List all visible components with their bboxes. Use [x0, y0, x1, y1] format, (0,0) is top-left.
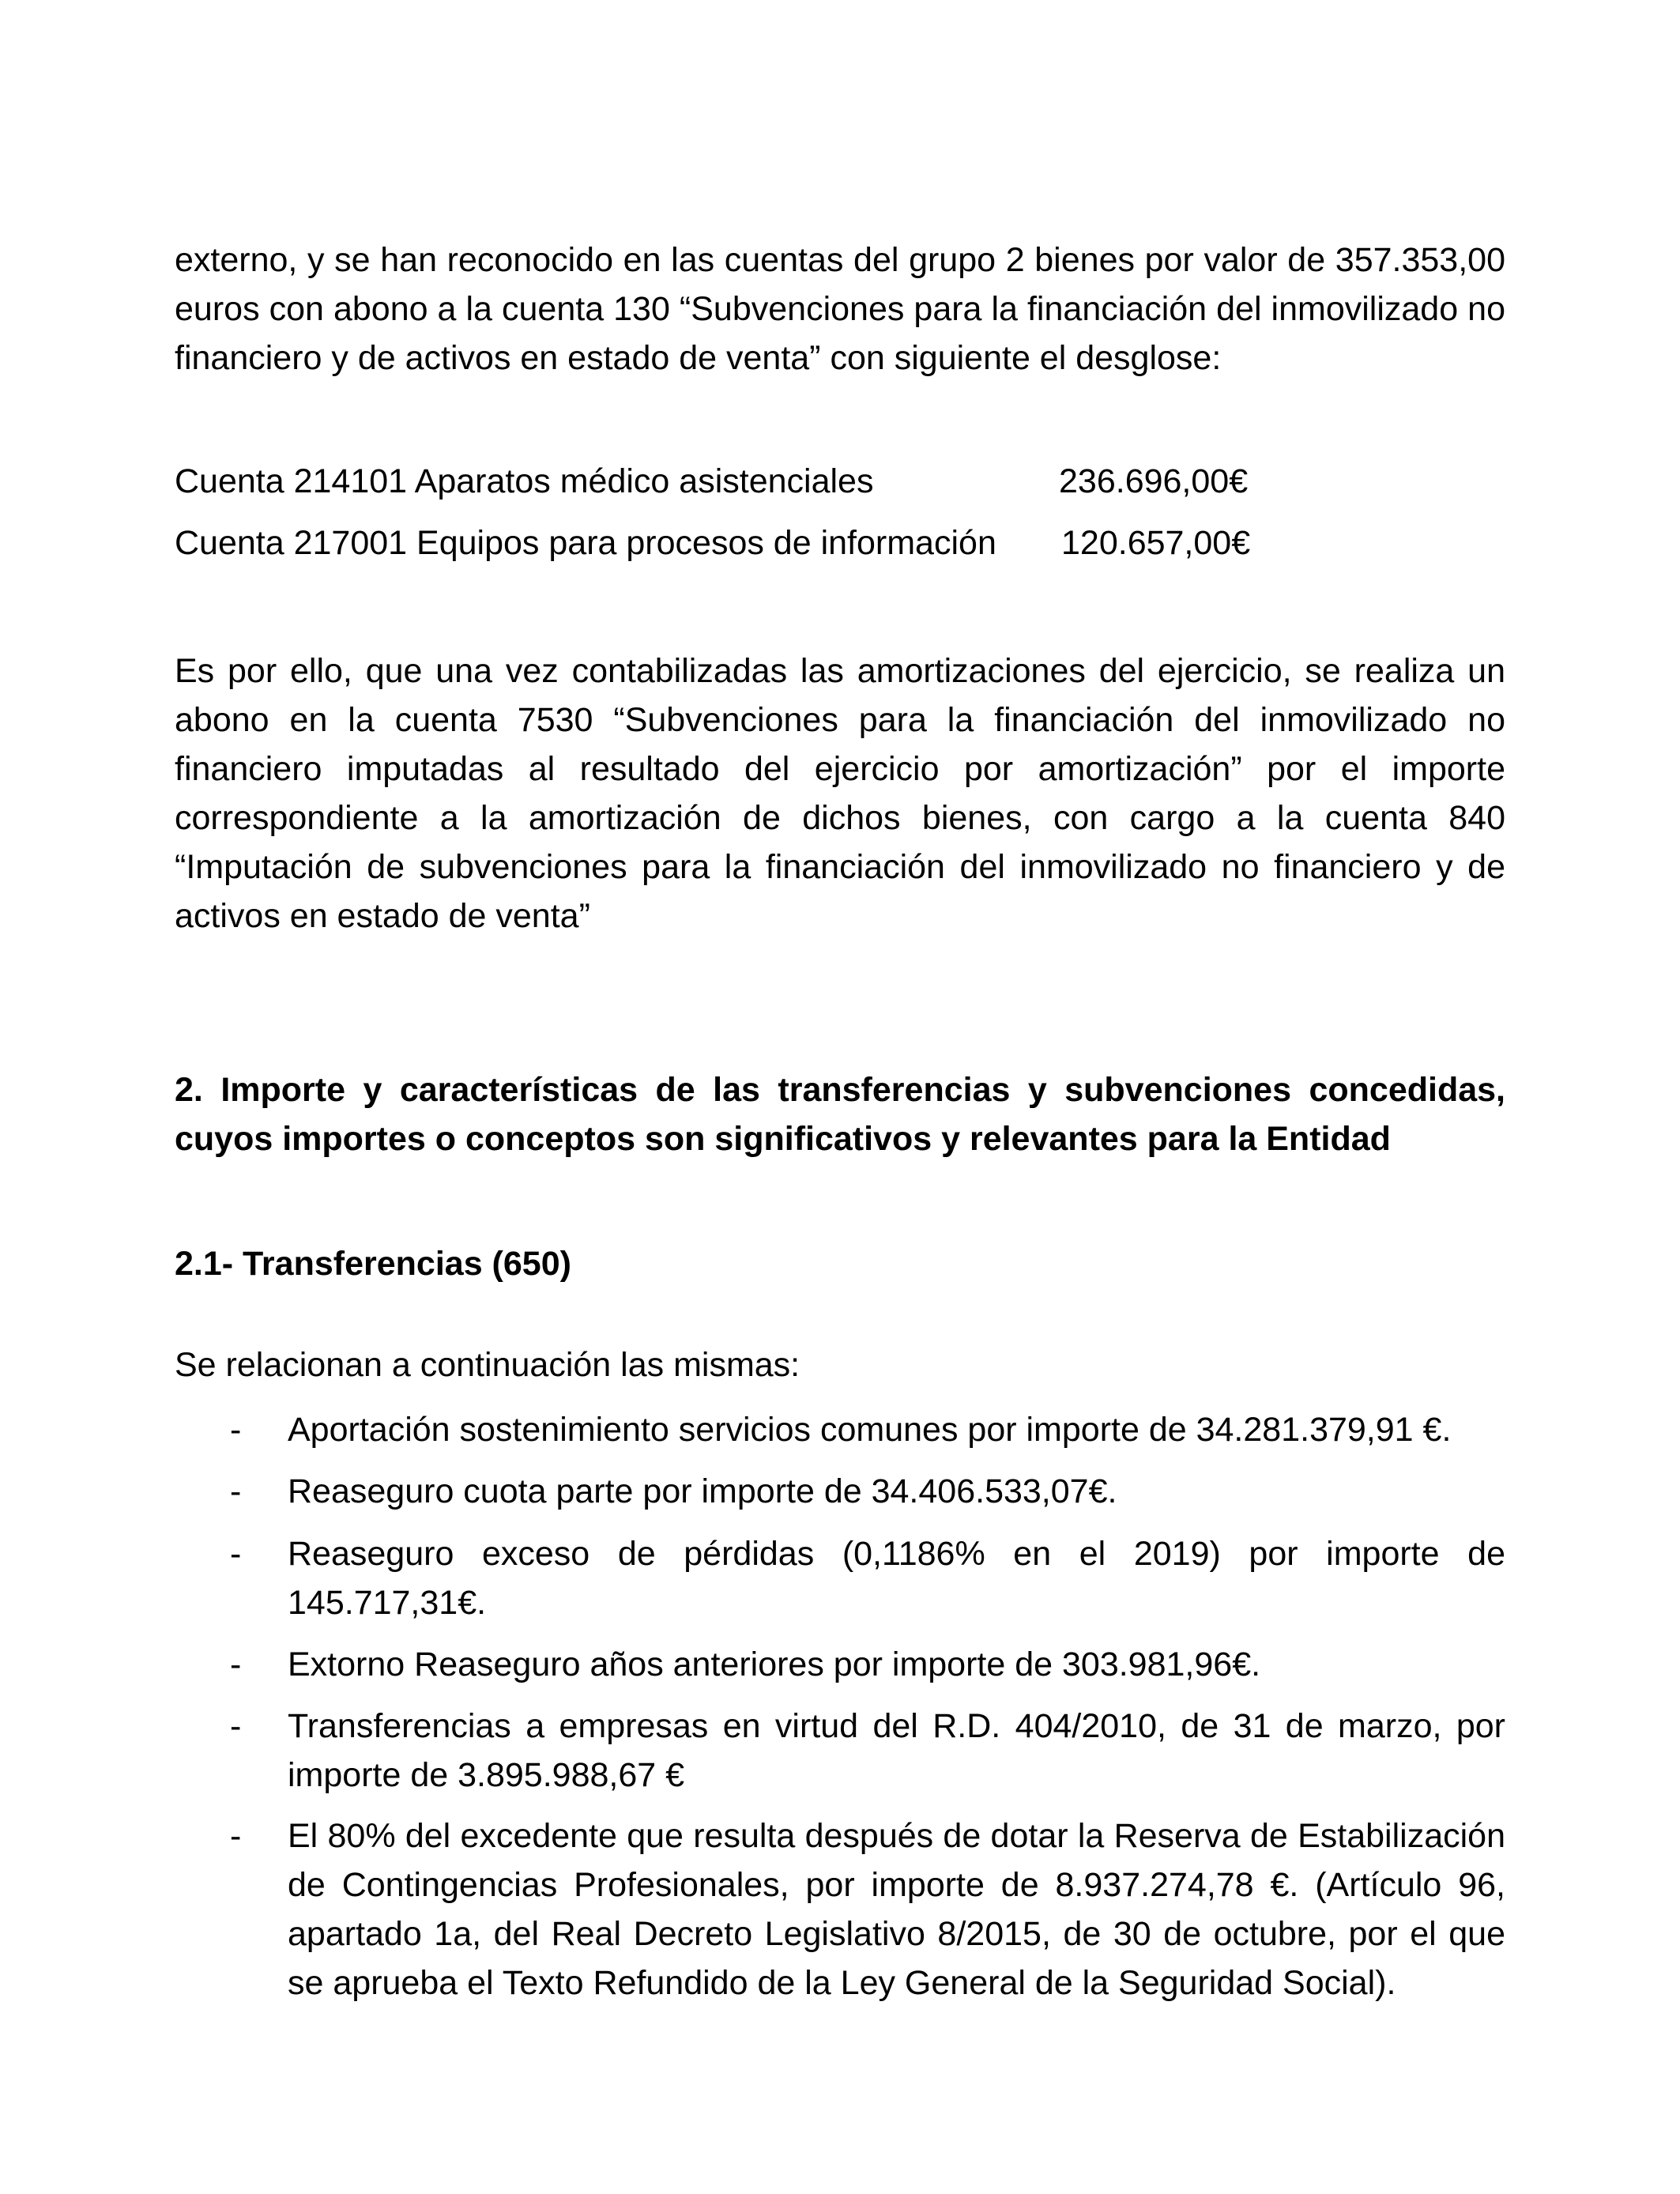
subsection-heading: 2.1- Transferencias (650) — [175, 1245, 571, 1283]
list-item-text: El 80% del excedente que resulta después de dotar la Reserva de Estabilización de Contingencias Profesionales, por importe de 8.937.274,78 €. (Artículo 96, apartado 1a, del Real Decreto Legislativo 8/2015, de 30 de octubre, por el que se aprueba el Texto Refundido de la Ley General de la Seguridad Social). — [288, 1817, 1505, 2002]
list-item-text: Reaseguro exceso de pérdidas (0,1186% en el 2019) por importe de 145.717,31€. — [288, 1535, 1505, 1622]
account-label: Cuenta 217001 Equipos para procesos de información — [175, 524, 996, 562]
amortization-paragraph: Es por ello, que una vez contabilizadas las amortizaciones del ejercicio, se realiza un abono en la cuenta 7530 “Subvenciones para la financiación del inmovilizado no financiero imputadas al resultado del ejercicio por amortización” por el importe correspondiente a la amortización de dichos bienes, con cargo a la cuenta 840 “Imputación de subvenciones para la financiación del inmovilizado no financiero y de activos en estado de venta” — [175, 652, 1505, 935]
account-amount: 120.657,00€ — [1061, 524, 1251, 562]
bullet-marker: - — [230, 1535, 242, 1573]
account-label: Cuenta 214101 Aparatos médico asistenciales — [175, 462, 874, 500]
bullet-marker: - — [230, 1411, 242, 1449]
account-amount: 236.696,00€ — [1059, 462, 1249, 500]
bullet-marker: - — [230, 1707, 242, 1745]
bullet-marker: - — [230, 1646, 242, 1683]
bullet-marker: - — [230, 1817, 242, 1855]
list-item-text: Transferencias a empresas en virtud del R.D. 404/2010, de 31 de marzo, por importe de 3.895.988,67 € — [288, 1707, 1505, 1794]
intro-paragraph: externo, y se han reconocido en las cuentas del grupo 2 bienes por valor de 357.353,00 euros con abono a la cuenta 130 “Subvenciones para la financiación del inmovilizado no financiero y de activos en estado de venta” con siguiente el desglose: — [175, 241, 1505, 377]
list-item-text: Extorno Reaseguro años anteriores por importe de 303.981,96€. — [288, 1646, 1261, 1683]
list-item-text: Aportación sostenimiento servicios comunes por importe de 34.281.379,91 €. — [288, 1411, 1452, 1449]
section-heading: 2. Importe y características de las transferencias y subvenciones concedidas, cuyos importes o conceptos son significativos y relevantes para la Entidad — [175, 1071, 1505, 1158]
list-intro: Se relacionan a continuación las mismas: — [175, 1346, 800, 1384]
bullet-marker: - — [230, 1472, 242, 1510]
list-item-text: Reaseguro cuota parte por importe de 34.406.533,07€. — [288, 1472, 1117, 1510]
